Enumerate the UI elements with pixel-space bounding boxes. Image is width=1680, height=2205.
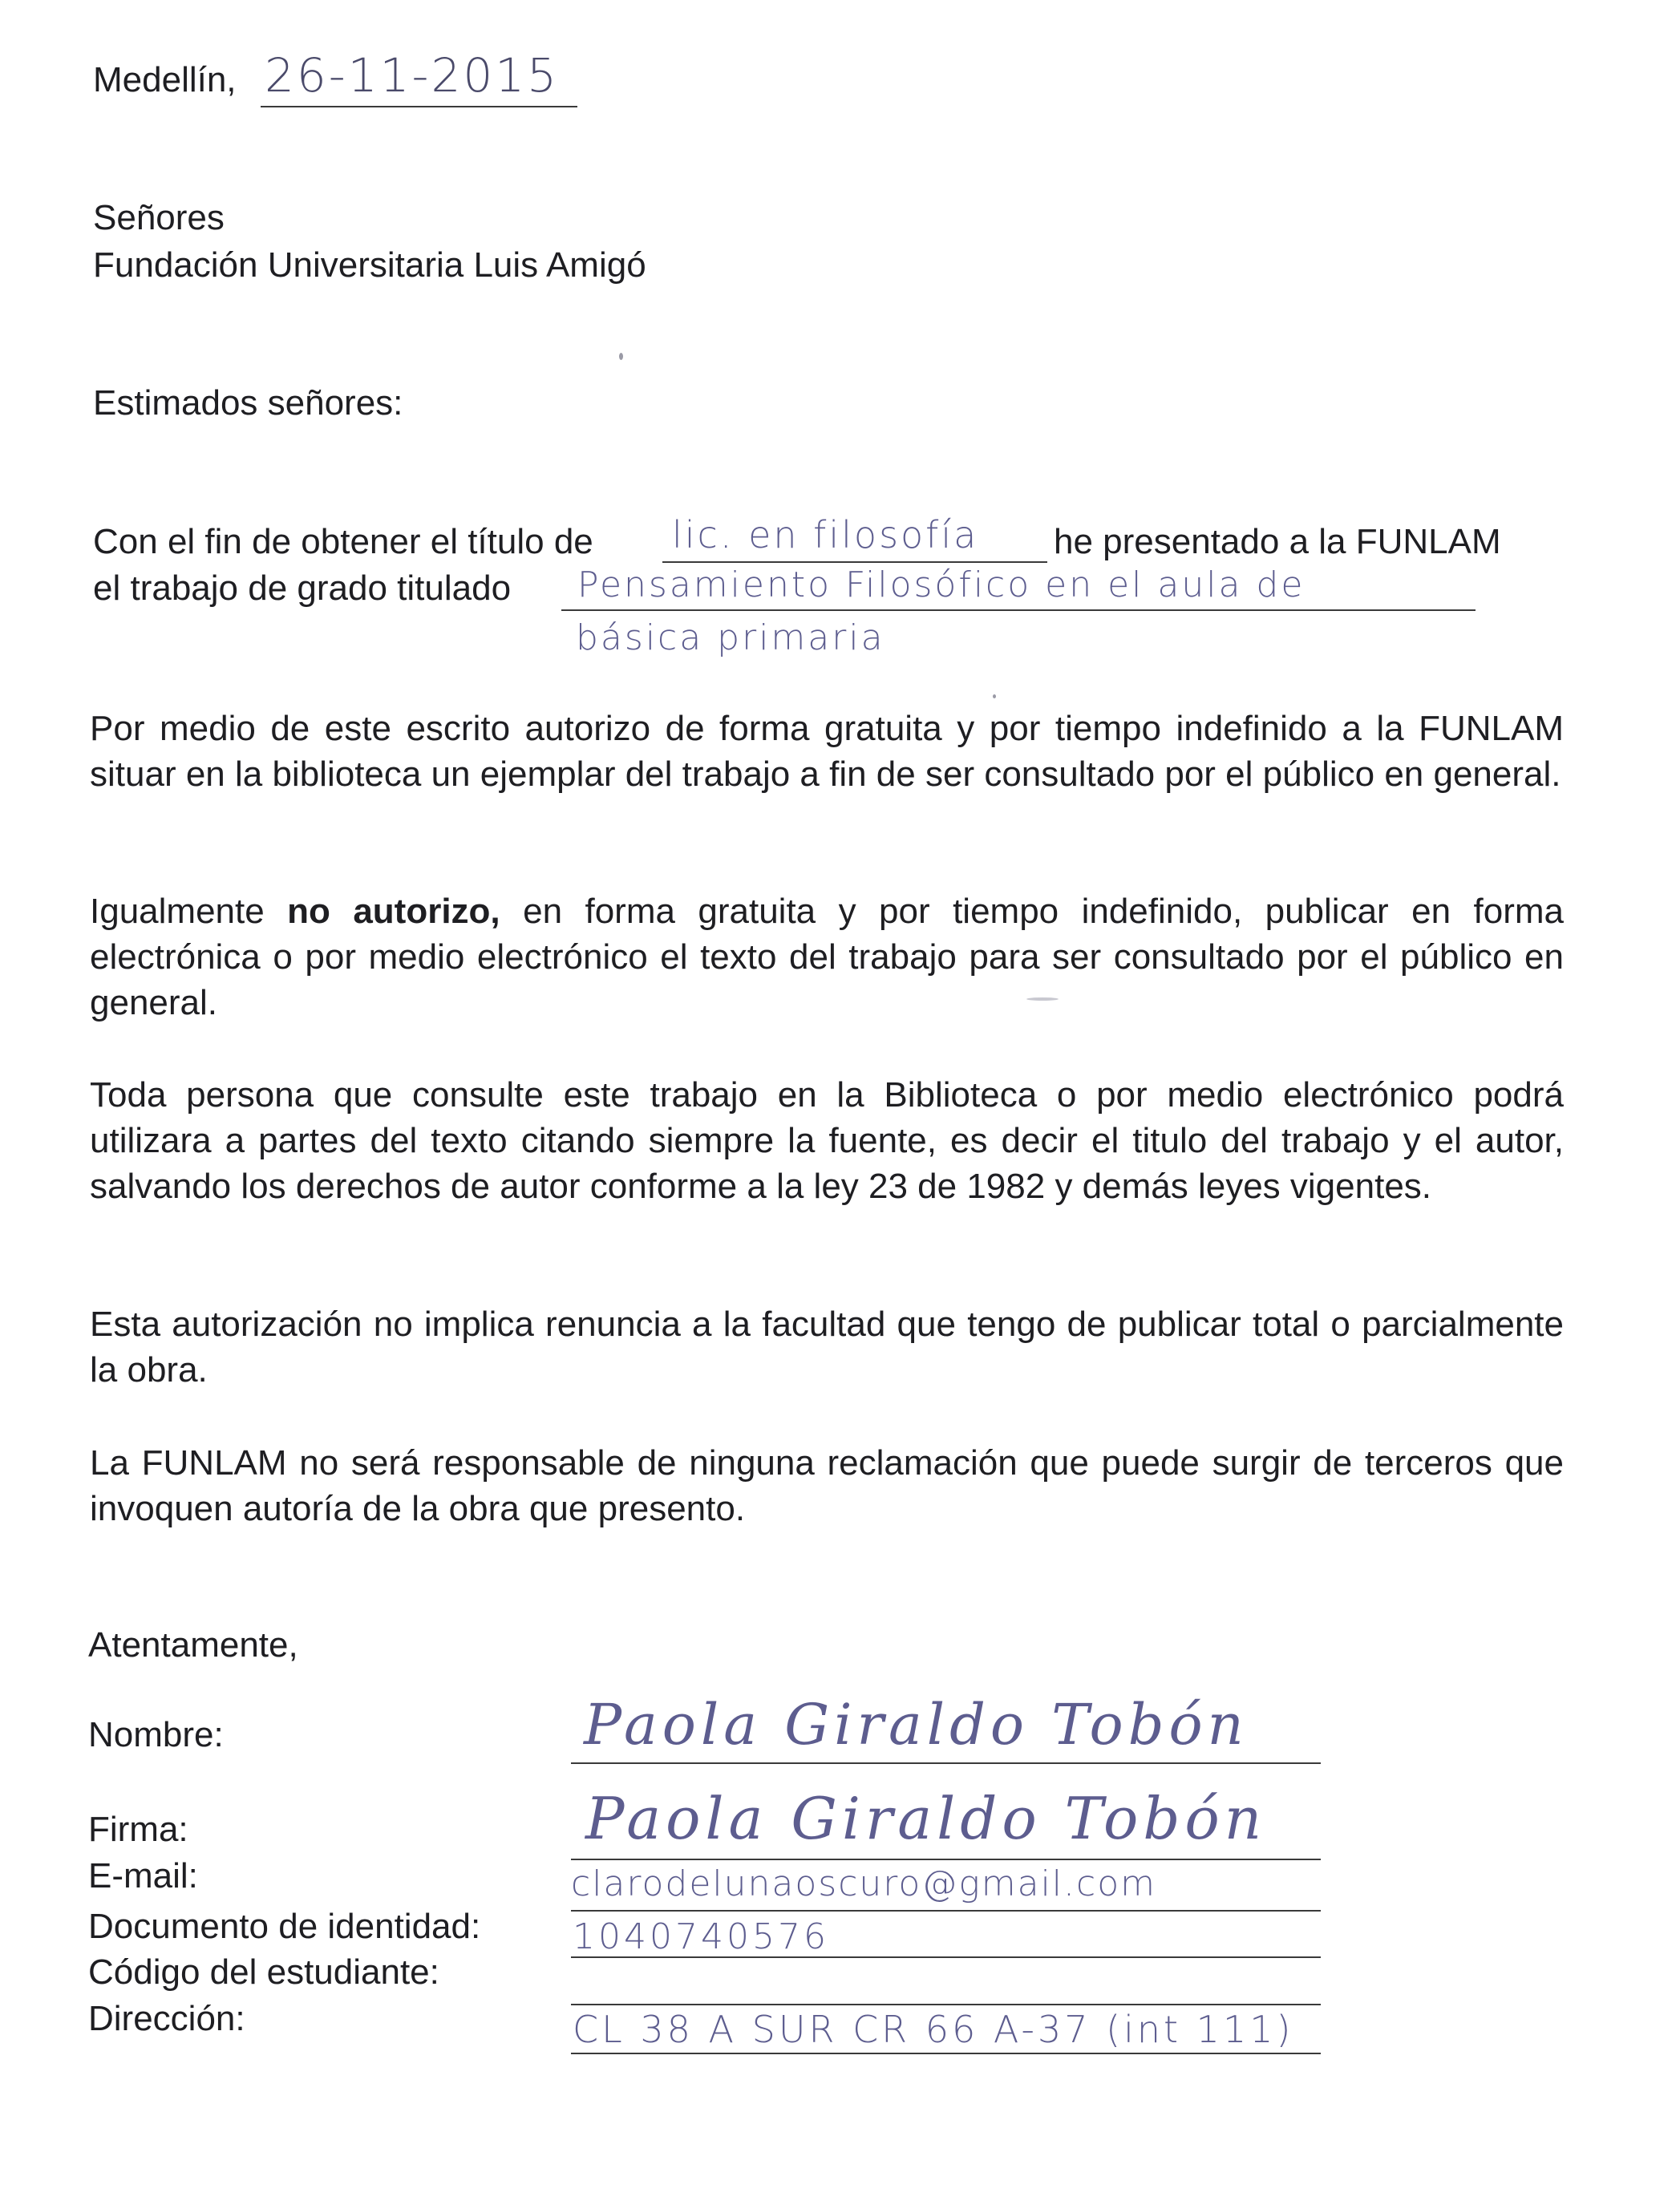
degree-line-suffix: he presentado a la FUNLAM — [1054, 522, 1501, 561]
name-value-handwritten: Paola Giraldo Tobón — [584, 1692, 1249, 1758]
scan-speck — [993, 694, 996, 698]
scan-speck — [619, 353, 623, 360]
no-autorizo-emphasis: no autorizo, — [287, 892, 500, 931]
work-title-handwritten-2: básica primaria — [576, 617, 885, 658]
name-underline — [571, 1762, 1321, 1764]
work-title-underline — [561, 609, 1476, 611]
paragraph-no-renunciation: Esta autorización no implica renuncia a la facultad que tengo de publicar total o parcialmente la obra. — [90, 1305, 1564, 1390]
city-label: Medellín, — [93, 60, 237, 99]
p2-text-post: en forma gratuita y por tiempo indefinido, publicar en forma electrónica o por medio electrónico el texto del trabajo para ser consultado por el público en general. — [90, 892, 1564, 1022]
id-document-underline — [571, 1956, 1321, 1958]
paragraph-electronic-authorization — [90, 888, 1564, 1026]
work-title-handwritten-1: Pensamiento Filosófico en el aula de — [577, 564, 1306, 605]
email-underline — [571, 1910, 1321, 1912]
id-document-value-handwritten: 1040740576 — [573, 1916, 829, 1957]
address-label: Dirección: — [88, 1999, 245, 2038]
paragraph-liability: La FUNLAM no será responsable de ninguna reclamación que puede surgir de terceros que invoquen autoría de la obra que presento. — [90, 1443, 1564, 1528]
degree-line-prefix: Con el fin de obtener el título de — [93, 522, 593, 561]
student-code-label: Código del estudiante: — [88, 1952, 439, 1992]
name-label: Nombre: — [88, 1715, 224, 1754]
date-handwritten: 26-11-2015 — [265, 48, 560, 103]
paragraph-citation-terms: Toda persona que consulte este trabajo en la Biblioteca o por medio electrónico podrá utilizara a partes del texto citando siempre la fuente, es decir el titulo del trabajo y el autor, salvando los derechos de autor conforme a la ley 23 de 1982 y demás leyes vigentes. — [90, 1075, 1564, 1206]
greeting: Estimados señores: — [93, 383, 403, 423]
id-document-label: Documento de identidad: — [88, 1907, 481, 1946]
student-code-underline — [571, 2004, 1321, 2005]
closing: Atentamente, — [88, 1625, 298, 1665]
paragraph-library-authorization: Por medio de este escrito autorizo de forma gratuita y por tiempo indefinido a la FUNLAM situar en la biblioteca un ejemplar del trabajo a fin de ser consultado por el público en general. — [90, 709, 1564, 794]
scan-speck — [1026, 997, 1059, 1001]
signature-underline — [571, 1859, 1321, 1860]
email-value-handwritten: clarodelunaoscuro@gmail.com — [571, 1863, 1156, 1904]
institution-name: Fundación Universitaria Luis Amigó — [93, 245, 646, 285]
address-underline — [571, 2053, 1321, 2054]
email-label: E-mail: — [88, 1856, 198, 1895]
salutation: Señores — [93, 198, 225, 237]
address-value-handwritten: CL 38 A SUR CR 66 A-37 (int 111) — [573, 2008, 1294, 2051]
degree-underline — [662, 561, 1047, 563]
date-underline — [261, 106, 577, 107]
degree-handwritten: lic. en filosofía — [672, 513, 979, 556]
work-title-prefix: el trabajo de grado titulado — [93, 568, 512, 608]
p2-text-pre: Igualmente — [90, 892, 288, 931]
signature-handwritten: Paola Giraldo Tobón — [585, 1785, 1267, 1852]
signature-label: Firma: — [88, 1810, 188, 1849]
